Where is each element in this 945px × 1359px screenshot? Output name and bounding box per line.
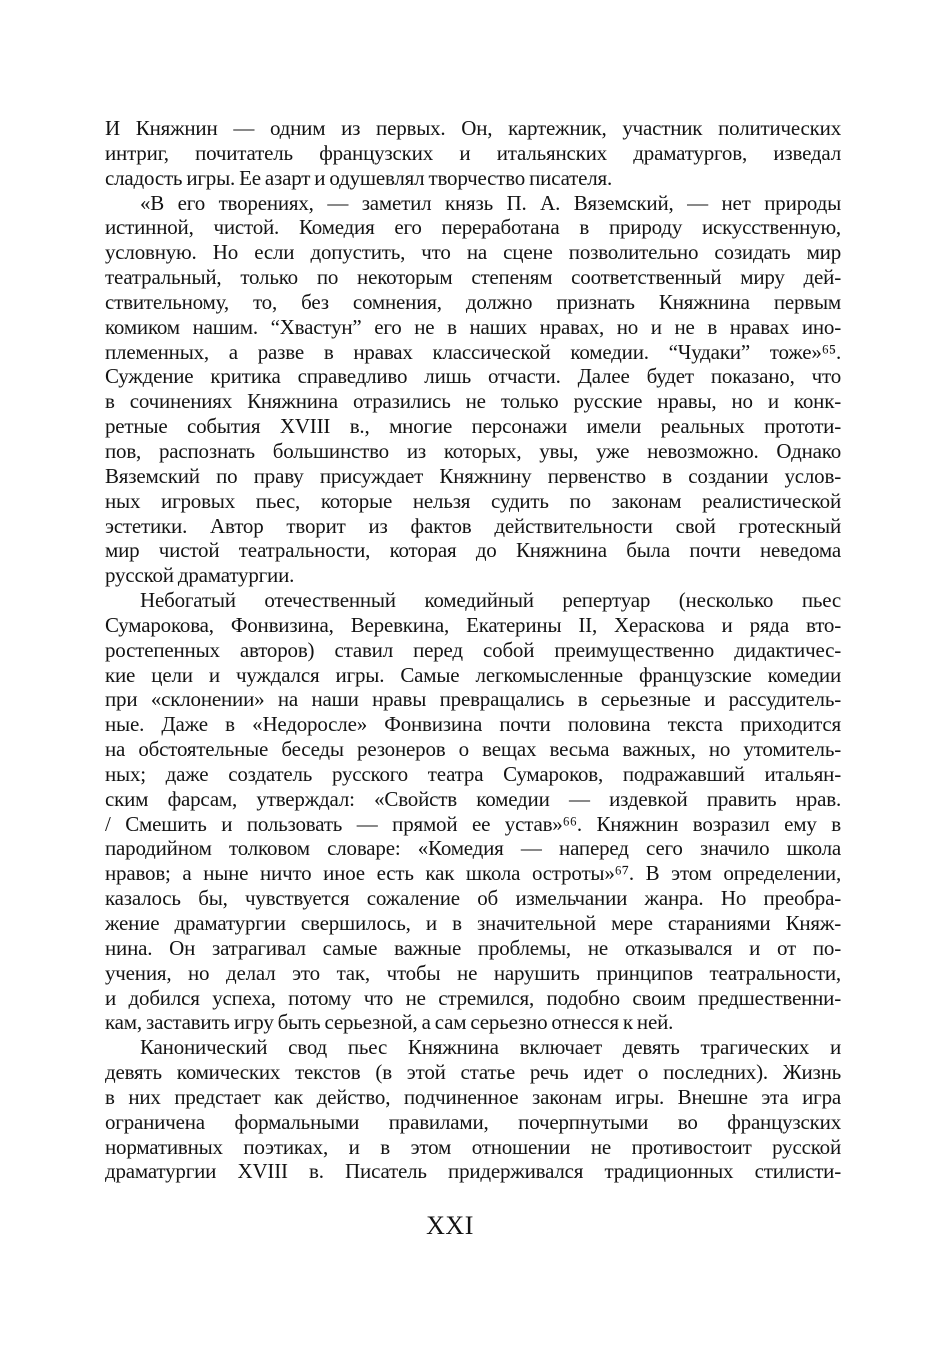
text-line: ретные события XVIII в., многие персонажи имели реальных прототи- — [105, 414, 841, 439]
text-line: И Княжнин — одним из первых. Он, картежник, участник политических — [105, 116, 841, 140]
text-line: / Смешить и пользовать — прямой ее устав»⁶⁶. Княжнин возразил ему в — [105, 811, 841, 836]
text-line: театральный, только по некоторым степеням соответственный миру дей- — [105, 265, 841, 290]
text-line: комиком нашим. “Хвастун” его не в наших нравах, но и не в нравах ино- — [105, 314, 841, 339]
text-line: эстетики. Автор творит из фактов действительности свой гротескный — [105, 513, 841, 538]
text-line: племенных, а разве в нравах классической комедии. “Чудаки” тоже»⁶⁵. — [105, 339, 841, 364]
text-line: нормативных поэтиках, и в этом отношении не противостоит русской — [105, 1134, 841, 1159]
text-line: учения, но делал это так, чтобы не нарушить принципов театральности, — [105, 960, 841, 985]
text-line: ные. Даже в «Недоросле» Фонвизина почти половина текста приходится — [105, 712, 841, 737]
text-line: в сочинениях Княжнина отразились не только русские нравы, но и конк- — [105, 389, 841, 414]
text-line: ных игровых пьес, которые нельзя судить по законам реалистической — [105, 488, 841, 513]
text-line: ствительному, то, без сомнения, должно признать Княжнина первым — [105, 289, 841, 314]
text-line: ростепенных авторов) ставил перед собой преимущественно дидактичес- — [105, 637, 841, 662]
text-line: интриг, почитатель французских и итальянских драматургов, изведал — [105, 140, 841, 165]
text-line: и добился успеха, потому что не стремился, подобно своим предшественни- — [105, 985, 841, 1010]
text-line: при «склонении» на наши нравы превращались в серьезные и рассудитель- — [105, 687, 841, 712]
text-line: Сумарокова, Фонвизина, Веревкина, Екатерины II, Хераскова и ряда вто- — [105, 612, 841, 637]
text-line: условную. Но если допустить, что на сцене позволительно созидать мир — [105, 240, 841, 265]
text-line: Канонический свод пьес Княжнина включает девять трагических и — [140, 1035, 841, 1060]
text-line: нравов; а ныне ничто иное есть как школа остроты»⁶⁷. В этом определении, — [105, 861, 841, 886]
page-body — [105, 116, 841, 1184]
text-line: сладость игры. Ее азарт и одушевлял творчество писателя. — [105, 165, 613, 190]
text-line: нина. Он затрагивал самые важные проблемы, не отказывался и от по- — [105, 935, 841, 960]
text-line: ограничена формальными правилами, почерпнутыми во французских — [105, 1109, 841, 1134]
text-line: ных; даже создатель русского театра Сумароков, подражавший итальян- — [105, 761, 841, 786]
text-line: пародийном толковом словаре: «Комедия — наперед сего значило школа — [105, 836, 841, 861]
text-line: «В его творениях, — заметил князь П. А. Вяземский, — нет природы — [140, 190, 841, 215]
text-line: ским фарсам, утверждал: «Свойств комедии — издевкой править нрав. — [105, 786, 841, 811]
text-line: Вяземский по праву присуждает Княжнину первенство в создании услов- — [105, 463, 841, 488]
text-line: девять комических текстов (в этой статье речь идет о последних). Жизнь — [105, 1060, 841, 1085]
text-line: кам, заставить игру быть серьезной, а сам серьезно отнесся к ней. — [105, 1010, 674, 1035]
text-line: в них предстает как действо, подчиненное законам игры. Внешне эта игра — [105, 1084, 841, 1109]
text-line: Небогатый отечественный комедийный репертуар (несколько пьес — [140, 588, 841, 613]
text-line: Суждение критика справедливо лишь отчасти. Далее будет показано, что — [105, 364, 841, 389]
page-number: XXI — [426, 1211, 474, 1240]
text-line: мир чистой театральности, которая до Княжнина была почти неведома — [105, 538, 841, 563]
text-line: на обстоятельные беседы резонеров о вещах весьма важных, но утомитель- — [105, 737, 841, 762]
text-line: истинной, чистой. Комедия его переработана в природу искусственную, — [105, 215, 841, 240]
text-line: пов, распознать большинство из которых, увы, уже невозможно. Однако — [105, 438, 841, 463]
text-line: казалось бы, чувствуется сожаление об измельчании жанра. Но преобра- — [105, 886, 841, 911]
text-line: драматургии XVIII в. Писатель придерживался традиционных стилисти- — [105, 1159, 841, 1184]
text-line: жение драматургии свершилось, и в значительной мере стараниями Княж- — [105, 911, 841, 935]
text-line: русской драматургии. — [105, 563, 295, 588]
text-line: кие цели и чуждался игры. Самые легкомысленные французские комедии — [105, 662, 841, 687]
